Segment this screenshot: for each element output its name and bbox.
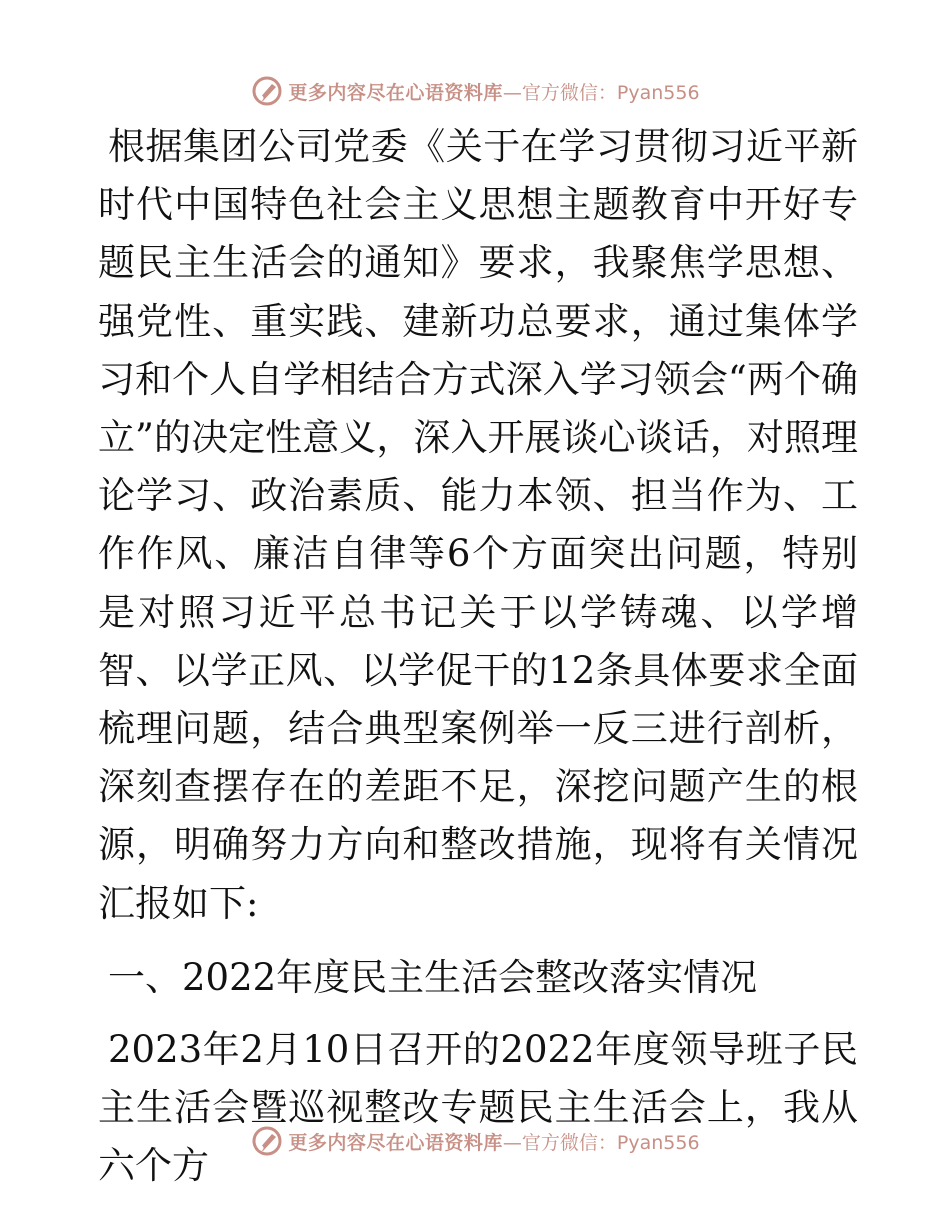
header-watermark bbox=[0, 71, 950, 111]
document-body bbox=[98, 118, 858, 1195]
watermark-main-text: 更多内容尽在心语资料库 bbox=[288, 1131, 503, 1154]
pen-logo-icon bbox=[250, 1124, 284, 1158]
pen-logo-icon bbox=[250, 74, 284, 108]
body-paragraph: 根据集团公司党委《关于在学习贯彻习近平新时代中国特色社会主义思想主题教育中开好专题民主生活会的通知》要求，我聚焦学思想、强党性、重实践、建新功总要求，通过集体学习和个人自学相结合方式深入学习领会“两个确立”的决定性意义，深入开展谈心谈话，对照理论学习、政治素质、能力本领、担当作为、工作作风、廉洁自律等6个方面突出问题，特别是对照习近平总书记关于以学铸魂、以学增智、以学正风、以学促干的12条具体要求全面梳理问题，结合典型案例举一反三进行剖析，深刻查摆存在的差距不足，深挖问题产生的根源，明确努力方向和整改措施，现将有关情况汇报如下: bbox=[98, 125, 858, 925]
section-heading: 一、2022年度民主生活会整改落实情况 bbox=[108, 955, 758, 999]
watermark-sub-text: —官方微信：Pyan556 bbox=[502, 81, 700, 104]
body-paragraph: 2023年2月10日召开的2022年度领导班子民主生活会暨巡视整改专题民主生活会上，我从六个方 bbox=[98, 1027, 858, 1188]
footer-watermark bbox=[0, 1121, 950, 1161]
watermark-main-text: 更多内容尽在心语资料库 bbox=[288, 81, 503, 104]
watermark-sub-text: —官方微信：Pyan556 bbox=[502, 1131, 700, 1154]
